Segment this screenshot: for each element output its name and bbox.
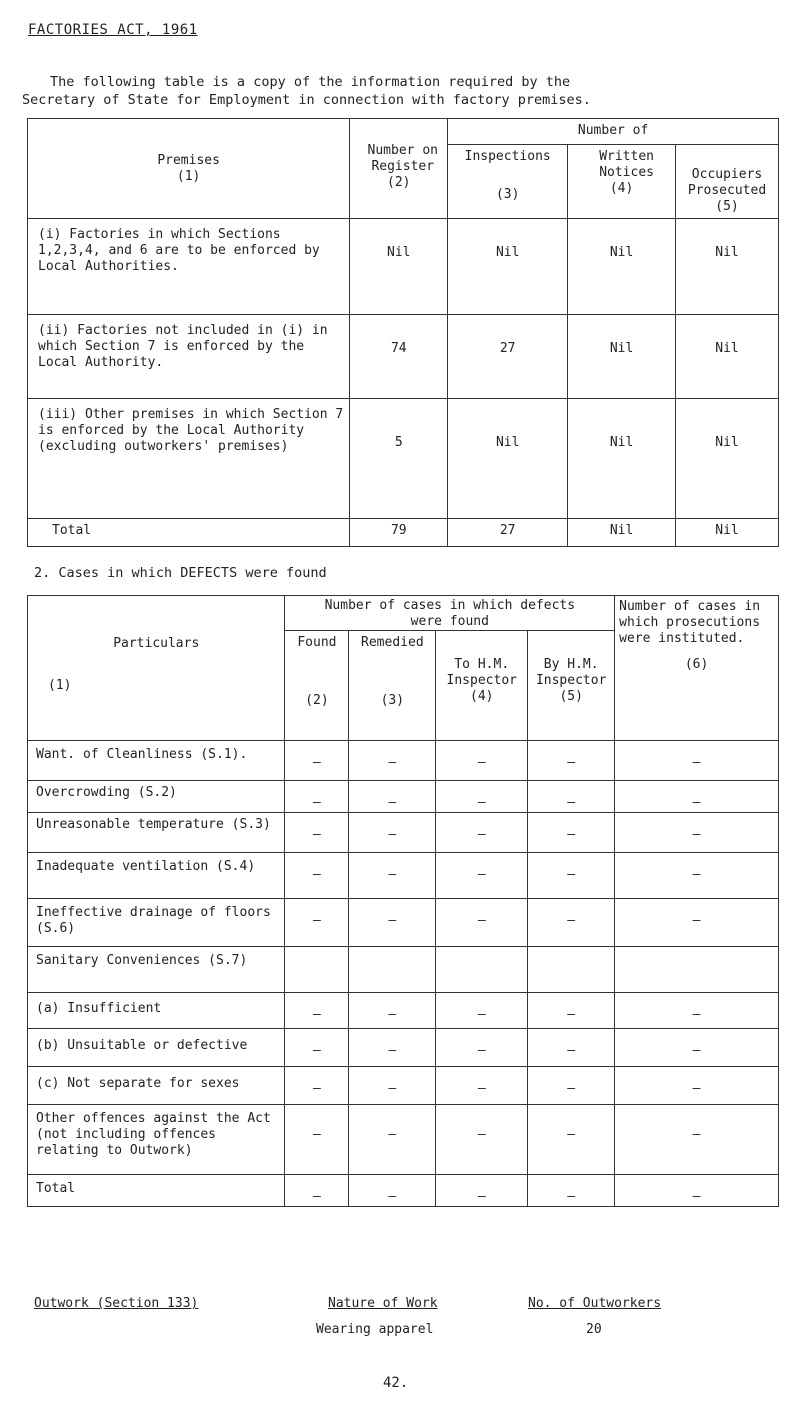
table1-row-2	[28, 315, 779, 399]
row-prosecuted: Nil	[676, 399, 779, 519]
nature-of-work-value: Wearing apparel	[316, 1322, 434, 1337]
row-label: (a) Insufficient	[28, 993, 285, 1029]
row-value: –	[436, 813, 528, 853]
row-label: (b) Unsuitable or defective	[28, 1029, 285, 1067]
row-label: (ii) Factories not included in (i) in which Section 7 is enforced by the Local Authority.	[28, 315, 350, 399]
factory-premises-table	[27, 118, 779, 547]
row-notices: Nil	[568, 219, 676, 315]
row-value: –	[349, 1029, 436, 1067]
header-register: Number on Register (2)	[350, 119, 448, 219]
row-label: Sanitary Conveniences (S.7)	[28, 947, 285, 993]
table2-row	[28, 781, 779, 813]
table2-row	[28, 1105, 779, 1175]
row-value: –	[349, 853, 436, 899]
header-premises: Premises (1)	[28, 119, 350, 219]
row-inspections: Nil	[448, 399, 568, 519]
row-prosecuted: Nil	[676, 219, 779, 315]
table2-row	[28, 1029, 779, 1067]
header-remedied: Remedied (3)	[349, 631, 436, 741]
row-value: –	[615, 899, 779, 947]
table2-row	[28, 741, 779, 781]
total-register: 79	[350, 519, 448, 547]
header-to-inspector: To H.M. Inspector (4)	[436, 631, 528, 741]
row-value: –	[349, 813, 436, 853]
total-label: Total	[28, 1175, 285, 1207]
row-value: –	[436, 899, 528, 947]
row-value	[349, 947, 436, 993]
row-value: –	[615, 781, 779, 813]
row-value: –	[349, 781, 436, 813]
table2-total-row	[28, 1175, 779, 1207]
row-value	[285, 947, 349, 993]
row-value	[615, 947, 779, 993]
row-value: –	[436, 1067, 528, 1105]
header-inspections: Inspections (3)	[448, 145, 568, 219]
row-value: –	[615, 1175, 779, 1207]
row-value: –	[528, 1029, 615, 1067]
row-value: –	[436, 1029, 528, 1067]
table2-row	[28, 1067, 779, 1105]
row-label: Unreasonable temperature (S.3)	[28, 813, 285, 853]
header-occupiers: Occupiers Prosecuted (5)	[676, 145, 779, 219]
row-value: –	[615, 993, 779, 1029]
table2-row	[28, 899, 779, 947]
section-2-title: 2. Cases in which DEFECTS were found	[34, 565, 327, 581]
row-value: –	[528, 993, 615, 1029]
page-number: 42.	[383, 1375, 409, 1391]
row-value: –	[349, 899, 436, 947]
header-particulars: Particulars (1)	[28, 596, 285, 741]
row-value: –	[528, 781, 615, 813]
row-inspections: 27	[448, 315, 568, 399]
row-value: –	[349, 1067, 436, 1105]
row-value: –	[615, 1029, 779, 1067]
row-value: –	[615, 741, 779, 781]
total-label: Total	[28, 519, 350, 547]
row-prosecuted: Nil	[676, 315, 779, 399]
row-value: –	[528, 1067, 615, 1105]
row-value: –	[528, 1105, 615, 1175]
row-inspections: Nil	[448, 219, 568, 315]
row-notices: Nil	[568, 315, 676, 399]
row-value: –	[528, 1175, 615, 1207]
row-value	[436, 947, 528, 993]
row-value	[528, 947, 615, 993]
row-value: –	[349, 993, 436, 1029]
row-value: –	[528, 813, 615, 853]
row-label: (iii) Other premises in which Section 7 is enforced by the Local Authority (excluding outworkers' premises)	[28, 399, 350, 519]
row-label: Want. of Cleanliness (S.1).	[28, 741, 285, 781]
header-cases-found: Number of cases in which defects were found	[285, 596, 615, 631]
intro-line-2: Secretary of State for Employment in connection with factory premises.	[22, 92, 591, 108]
row-value: –	[285, 741, 349, 781]
row-value: –	[285, 1175, 349, 1207]
row-value: –	[528, 899, 615, 947]
row-register: Nil	[350, 219, 448, 315]
page-header: FACTORIES ACT, 1961	[28, 22, 198, 38]
defects-table	[27, 595, 779, 1207]
row-value: –	[285, 1105, 349, 1175]
row-value: –	[615, 813, 779, 853]
row-label: Inadequate ventilation (S.4)	[28, 853, 285, 899]
row-value: –	[285, 781, 349, 813]
header-number-of: Number of	[448, 119, 779, 145]
table1-row-1	[28, 219, 779, 315]
row-label: (c) Not separate for sexes	[28, 1067, 285, 1105]
number-of-outworkers-value: 20	[586, 1322, 602, 1337]
row-value: –	[285, 1067, 349, 1105]
table1-total-row	[28, 519, 779, 547]
table2-row	[28, 947, 779, 993]
row-value: –	[349, 741, 436, 781]
row-register: 74	[350, 315, 448, 399]
row-value: –	[528, 741, 615, 781]
table2-row	[28, 853, 779, 899]
nature-of-work-label: Nature of Work	[328, 1296, 438, 1311]
row-value: –	[436, 993, 528, 1029]
row-value: –	[349, 1105, 436, 1175]
row-value: –	[285, 853, 349, 899]
row-value: –	[615, 853, 779, 899]
row-label: Ineffective drainage of floors (S.6)	[28, 899, 285, 947]
header-prosecutions: Number of cases in which prosecutions were instituted. (6)	[615, 596, 779, 741]
intro-line-1: The following table is a copy of the information required by the	[50, 74, 571, 90]
row-value: –	[528, 853, 615, 899]
total-inspections: 27	[448, 519, 568, 547]
header-notices: Written Notices (4)	[568, 145, 676, 219]
row-value: –	[436, 1175, 528, 1207]
row-value: –	[615, 1067, 779, 1105]
row-value: –	[285, 899, 349, 947]
table1-row-3	[28, 399, 779, 519]
row-value: –	[285, 813, 349, 853]
row-notices: Nil	[568, 399, 676, 519]
row-value: –	[285, 1029, 349, 1067]
table2-row	[28, 993, 779, 1029]
row-value: –	[615, 1105, 779, 1175]
outwork-section-label: Outwork (Section 133)	[34, 1296, 199, 1311]
number-of-outworkers-label: No. of Outworkers	[528, 1296, 662, 1311]
row-value: –	[436, 1105, 528, 1175]
row-label: Overcrowding (S.2)	[28, 781, 285, 813]
header-found: Found (2)	[285, 631, 349, 741]
row-value: –	[349, 1175, 436, 1207]
row-label: Other offences against the Act (not including offences relating to Outwork)	[28, 1105, 285, 1175]
row-register: 5	[350, 399, 448, 519]
header-by-inspector: By H.M. Inspector (5)	[528, 631, 615, 741]
row-value: –	[436, 741, 528, 781]
row-label: (i) Factories in which Sections 1,2,3,4, and 6 are to be enforced by Local Authorities.	[28, 219, 350, 315]
row-value: –	[436, 853, 528, 899]
table2-row	[28, 813, 779, 853]
total-prosecuted: Nil	[676, 519, 779, 547]
row-value: –	[436, 781, 528, 813]
row-value: –	[285, 993, 349, 1029]
total-notices: Nil	[568, 519, 676, 547]
